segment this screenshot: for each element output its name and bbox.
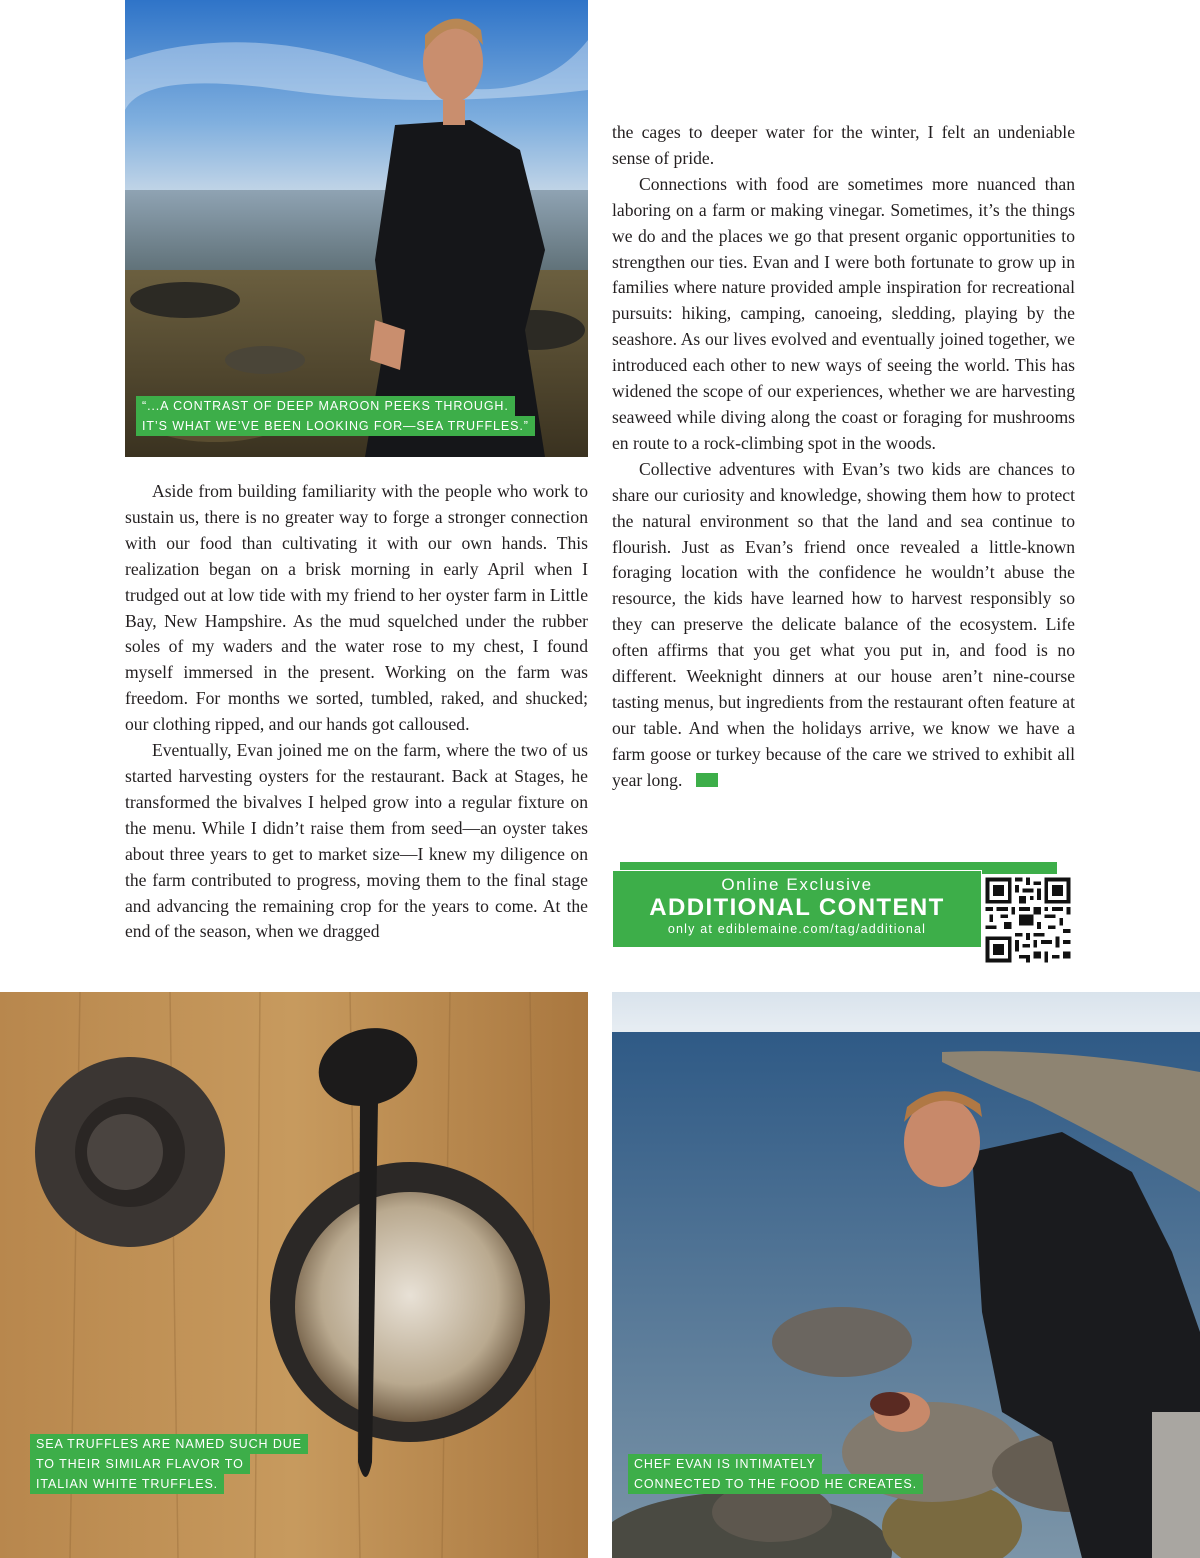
caption-line: SEA TRUFFLES ARE NAMED SUCH DUE bbox=[30, 1434, 308, 1454]
chef-shoreline-photo bbox=[125, 0, 588, 457]
caption-line: IT’S WHAT WE’VE BEEN LOOKING FOR—SEA TRUFFLES.” bbox=[136, 416, 535, 436]
promo-headline: ADDITIONAL CONTENT bbox=[649, 894, 945, 921]
online-exclusive-banner[interactable] bbox=[612, 870, 982, 948]
promo-url[interactable]: only at ediblemaine.com/tag/additional bbox=[667, 922, 927, 936]
end-mark-label: E|M bbox=[725, 774, 742, 785]
article-left-column bbox=[125, 479, 588, 945]
qr-code-icon[interactable] bbox=[982, 874, 1074, 966]
article-paragraph: Aside from building familiarity with the people who work to sustain us, there is no greater way to forge a stronger connection with our food than cultivating it with our own hands. This realization began on a brisk morning in early April when I trudged out at low tide with my friend to her oyster farm in Little Bay, New Hampshire. As the mud squelched under the rubber soles of my waders and the water rose to my chest, I found myself immersed in the present. Working on the farm was freedom. For months we sorted, tumbled, raked, and shucked; our clothing ripped, and our hands got calloused. bbox=[125, 481, 588, 735]
caption-line: CHEF EVAN IS INTIMATELY bbox=[628, 1454, 822, 1474]
caption-bottom-left bbox=[30, 1434, 308, 1494]
end-mark-icon bbox=[696, 773, 742, 787]
article-paragraph-text: Collective adventures with Evan’s two kids are chances to share our curiosity and knowledge, showing them how to protect the natural environment so that the land and sea continue to flourish. Just as Evan’s friend once revealed a little-known foraging location with the confidence he wouldn’t abuse the resource, the kids have learned how to harvest responsibly so they can preserve the delicate balance of the ecosystem. Life often affirms that you get what you put in, and food is no different. Weeknight dinners at our house aren’t nine-course tasting menus, but ingredients from the restaurant often feature at our table. And when the holidays arrive, we know we have a farm goose or turkey because of the care we strived to exhibit all year long. bbox=[612, 458, 1075, 790]
caption-line: TO THEIR SIMILAR FLAVOR TO bbox=[30, 1454, 250, 1474]
promo-kicker: Online Exclusive bbox=[721, 875, 873, 894]
caption-bottom-right bbox=[628, 1454, 923, 1494]
caption-line: ITALIAN WHITE TRUFFLES. bbox=[30, 1474, 224, 1494]
caption-top-left bbox=[136, 396, 535, 436]
caption-line: CONNECTED TO THE FOOD HE CREATES. bbox=[628, 1474, 923, 1494]
caption-line: “...A CONTRAST OF DEEP MAROON PEEKS THROUGH. bbox=[136, 396, 515, 416]
article-paragraph: Eventually, Evan joined me on the farm, where the two of us started harvesting oysters for the restaurant. Back at Stages, he transformed the bivalves I helped grow into a regular fixture on the menu. While I didn’t raise them from seed—an oyster takes about three years to get to market size—I knew my diligence on the farm contributed to progress, moving them to the final stage and advancing the remaining crop for the years to come. At the end of the season, when we dragged bbox=[125, 740, 588, 942]
article-paragraph: Connections with food are sometimes more nuanced than laboring on a farm or making vinegar. Sometimes, it’s the things we do and the places we go that present organic opportunities to strengthen our ties. Evan and I were both fortunate to grow up in families where nature provided ample inspiration for recreational pursuits: hiking, camping, canoeing, sledding, playing by the seashore. As our lives evolved and eventually joined together, we introduced each other to new ways of seeing the world. This has widened the scope of our experiences, whether we are harvesting seaweed while diving along the coast or foraging for mushrooms en route to a rock-climbing spot in the woods. bbox=[612, 173, 1075, 453]
article-paragraph: the cages to deeper water for the winter, I felt an undeniable sense of pride. bbox=[612, 122, 1075, 168]
article-paragraph bbox=[612, 457, 1075, 794]
article-right-column bbox=[612, 120, 1075, 794]
